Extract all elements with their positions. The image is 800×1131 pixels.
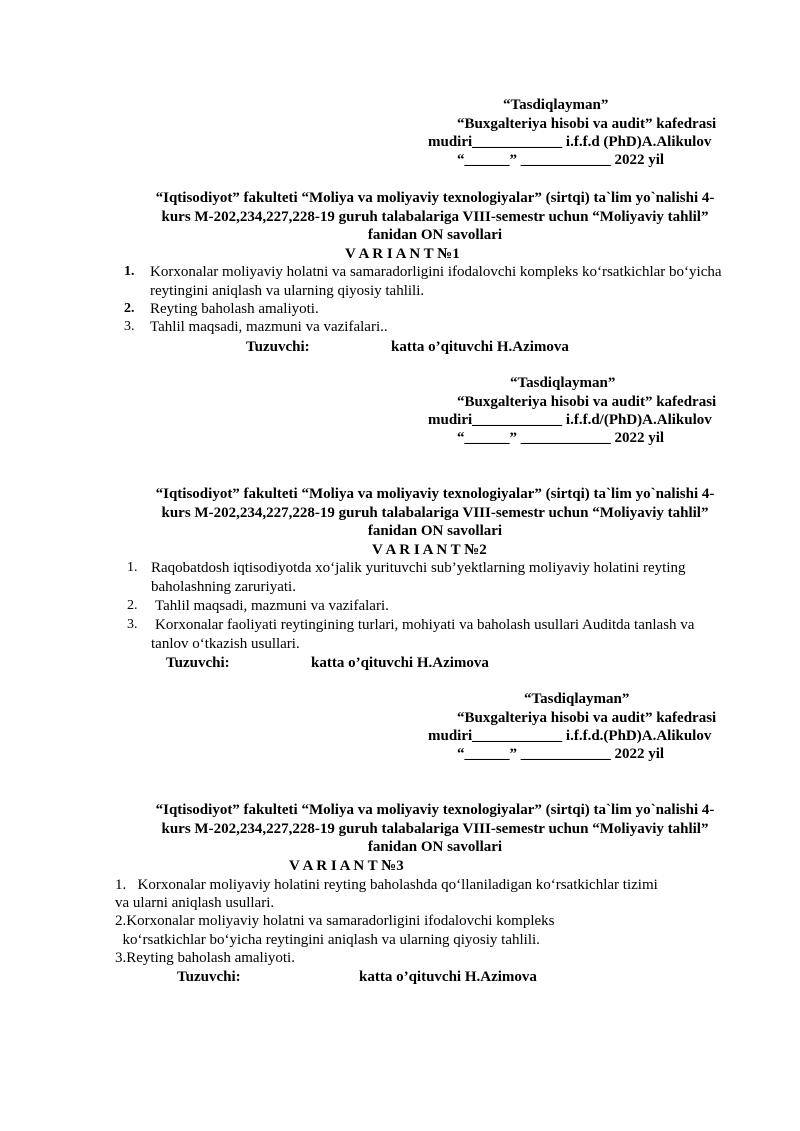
head-signature-line: mudiri____________ i.f.f.d.(PhD)A.Alikulov: [428, 728, 712, 744]
question-text: 1. Korxonalar moliyaviy holatini reyting baholashda qoʻllaniladigan koʻrsatkichlar tizimi: [115, 877, 658, 893]
question-text-cont: koʻrsatkichlar boʻyicha reytingini aniqlash va ularning qiyosiy tahlili.: [115, 932, 540, 948]
question-number: 2.: [124, 301, 135, 316]
title-line-3: fanidan ON savollari: [367, 839, 503, 855]
approve-label: “Tasdiqlayman”: [503, 97, 609, 113]
department-line: “Buxgalteriya hisobi va audit” kafedrasi: [457, 394, 717, 410]
question-text: Reyting baholash amaliyoti.: [150, 301, 319, 317]
question-text: Tahlil maqsadi, mazmuni va vazifalari..: [150, 319, 388, 335]
question-number: 3.: [124, 319, 135, 334]
author-label: Tuzuvchi:: [246, 339, 310, 355]
title-line-3: fanidan ON savollari: [367, 523, 503, 539]
title-line-3: fanidan ON savollari: [367, 227, 503, 243]
question-text-cont: reytingini aniqlash va ularning qiyosiy tahlili.: [150, 283, 425, 299]
date-line: “______” ____________ 2022 yil: [457, 152, 665, 168]
date-line: “______” ____________ 2022 yil: [457, 430, 665, 446]
title-line-2: kurs M-202,234,227,228-19 guruh talabalariga VIII-semestr uchun “Moliyaviy tahlil”: [161, 505, 709, 521]
title-line-1: “Iqtisodiyot” fakulteti “Moliya va moliyaviy texnologiyalar” (sirtqi) ta`lim yo`nalishi 4-: [155, 486, 715, 502]
variant-heading: V A R I A N T №1: [345, 246, 460, 262]
variant-heading: V A R I A N T №2: [372, 542, 487, 558]
title-line-1: “Iqtisodiyot” fakulteti “Moliya va moliyaviy texnologiyalar” (sirtqi) ta`lim yo`nalishi 4-: [155, 190, 715, 206]
author-name: katta o’qituvchi H.Azimova: [359, 969, 537, 985]
question-text-cont: tanlov oʻtkazish usullari.: [151, 636, 300, 652]
head-signature-line: mudiri____________ i.f.f.d/(PhD)A.Alikulov: [428, 412, 712, 428]
date-line: “______” ____________ 2022 yil: [457, 746, 665, 762]
title-line-1: “Iqtisodiyot” fakulteti “Moliya va moliyaviy texnologiyalar” (sirtqi) ta`lim yo`nalishi 4-: [155, 802, 715, 818]
approve-label: “Tasdiqlayman”: [510, 375, 616, 391]
department-line: “Buxgalteriya hisobi va audit” kafedrasi: [457, 710, 717, 726]
department-line: “Buxgalteriya hisobi va audit” kafedrasi: [457, 116, 717, 132]
question-text-cont: baholashning zaruriyati.: [151, 579, 296, 595]
question-number: 2.: [127, 598, 138, 613]
author-name: katta o’qituvchi H.Azimova: [311, 655, 489, 671]
question-text: 3.Reyting baholash amaliyoti.: [115, 950, 295, 966]
head-signature-line: mudiri____________ i.f.f.d (PhD)A.Alikulov: [428, 134, 712, 150]
question-number: 1.: [124, 264, 135, 279]
question-text: Korxonalar faoliyati reytingining turlari, mohiyati va baholash usullari Auditda tanlash va: [155, 617, 695, 633]
question-number: 3.: [127, 617, 138, 632]
title-line-2: kurs M-202,234,227,228-19 guruh talabalariga VIII-semestr uchun “Moliyaviy tahlil”: [161, 821, 709, 837]
question-text: Tahlil maqsadi, mazmuni va vazifalari.: [155, 598, 389, 614]
question-text: Raqobatdosh iqtisodiyotda xoʻjalik yurituvchi sub’yektlarning moliyaviy holatini reyting: [151, 560, 686, 576]
question-number: 1.: [127, 560, 138, 575]
question-text: Korxonalar moliyaviy holatni va samaradorligini ifodalovchi kompleks koʻrsatkichlar boʻyicha: [150, 264, 722, 280]
variant-heading: V A R I A N T №3: [289, 858, 404, 874]
author-label: Tuzuvchi:: [177, 969, 241, 985]
approve-label: “Tasdiqlayman”: [524, 691, 630, 707]
question-text: 2.Korxonalar moliyaviy holatni va samaradorligini ifodalovchi kompleks: [115, 913, 555, 929]
question-text-cont: va ularni aniqlash usullari.: [115, 895, 275, 911]
author-name: katta o’qituvchi H.Azimova: [391, 339, 569, 355]
author-label: Tuzuvchi:: [166, 655, 230, 671]
title-line-2: kurs M-202,234,227,228-19 guruh talabalariga VIII-semestr uchun “Moliyaviy tahlil”: [161, 209, 709, 225]
